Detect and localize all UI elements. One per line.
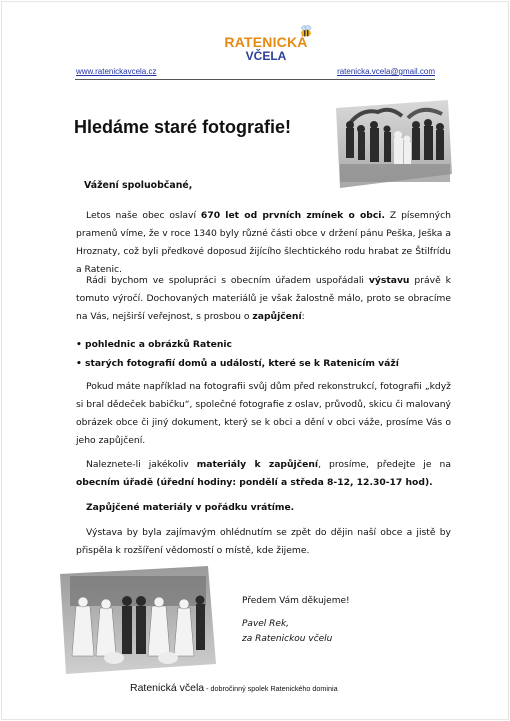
p2-text-e: : — [301, 311, 305, 322]
p1-text-c: Z písemných pramenů víme, že v roce 1340 byly různé části obce v držení pánu Peška, Ješka a Hroznaty, což byli předkové doposud žijícího šlechtického rodu hrabat ze Štilfrídu a Ratenic. — [76, 210, 451, 275]
paragraph-anniversary — [76, 207, 451, 279]
p1-text-a: Letos naše obec oslaví — [86, 210, 201, 221]
p2-text-c: právě k tomuto výročí. Dochovaných materiálů je však žalostně málo, proto se obracíme na Vás, nejširší veřejnost, s prosbou o — [76, 275, 451, 322]
paragraph-examples: Pokud máte například na fotografii svůj dům před rekonstrukcí, fotografii „když si bral dědeček babičku“, společné fotografie z oslav, průvodů, skicu či malovaný obrázek obce či jiný dokument, který se k obci a dění v obci váže, prosíme Vás o jeho zapůjčení. — [76, 381, 451, 446]
p2-text-a: Rádi bychom ve spolupráci s obecním úřadem uspořádali — [86, 275, 369, 286]
footer — [130, 676, 338, 695]
historic-photo-bottom — [56, 566, 216, 674]
list-item: • starých fotografií domů a událostí, které se k Ratenicím váží — [76, 354, 456, 373]
p2-text-b: výstavu — [368, 275, 410, 286]
logo-line-2: VČELA — [245, 49, 287, 63]
p4-text-a: Naleznete-li jakékoliv — [86, 459, 197, 470]
salutation: Vážení spoluobčané, — [84, 180, 193, 191]
header-divider — [75, 79, 435, 80]
logo-line-1: RATENICKÁ — [224, 34, 308, 50]
historic-photo-top — [330, 98, 452, 188]
p4-text-d: obecním úřadě (úřední hodiny: pondělí a středa 8-12, 12.30-17 hod). — [76, 477, 433, 488]
p4-text-c: , prosíme, předejte je na — [318, 459, 451, 470]
website-link[interactable]: www.ratenickavcela.cz — [76, 67, 157, 76]
list-item: • pohlednic a obrázků Ratenic — [76, 335, 456, 354]
paragraph-exhibition — [76, 272, 451, 326]
paragraph-purpose: Výstava by byla zajímavým ohlédnutím se zpět do dějin naší obce a jistě by přispěla k rozšíření vědomostí o místě, kde žijeme. — [76, 527, 451, 556]
paragraph-return: Zapůjčené materiály v pořádku vrátíme. — [86, 502, 295, 513]
closing-thanks: Předem Vám děkujeme! — [242, 596, 350, 606]
page-title: Hledáme staré fotografie! — [74, 117, 292, 137]
logo — [216, 24, 316, 70]
p1-text-b: 670 let od prvních zmínek o obci. — [200, 210, 385, 221]
p2-text-d: zapůjčení — [252, 311, 302, 322]
signature-role: za Ratenickou včelu — [242, 634, 333, 644]
request-list — [76, 335, 456, 373]
p4-text-b: materiály k zapůjčení — [196, 459, 319, 470]
footer-description: - dobročinný spolek Ratenického dominia — [204, 684, 338, 693]
footer-organization: Ratenická včela — [130, 682, 205, 694]
email-link[interactable]: ratenicka.vcela@gmail.com — [337, 67, 435, 76]
signature-name: Pavel Rek, — [242, 619, 290, 629]
paragraph-where-to-bring — [76, 456, 451, 492]
